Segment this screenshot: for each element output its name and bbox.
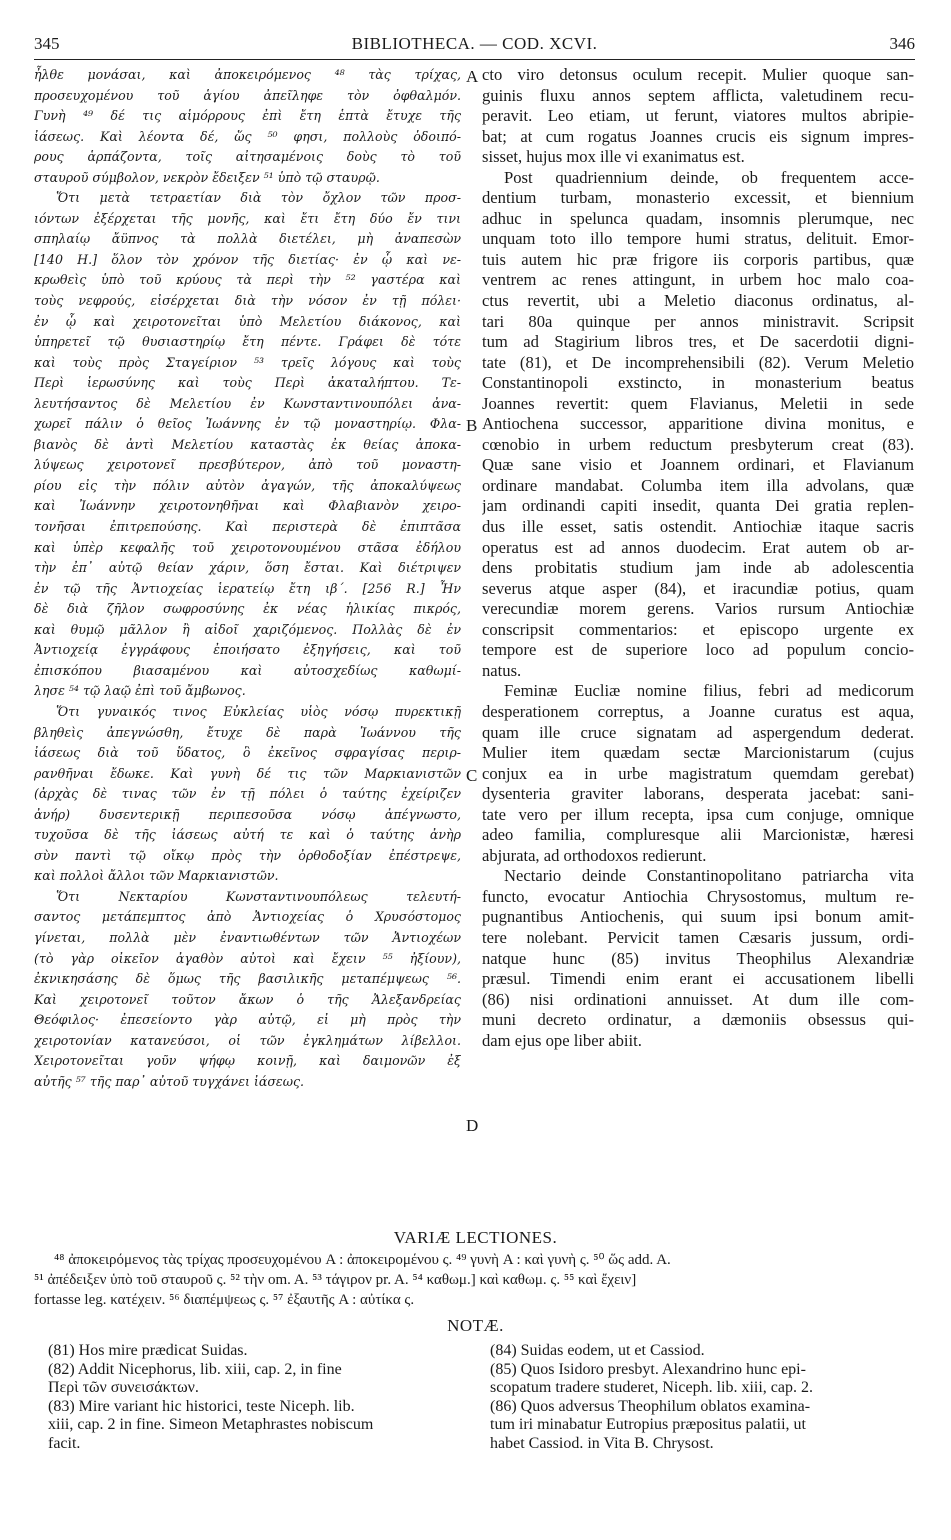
latin-line: peravit. Leo etiam, ut ferunt, viatores multos abripie- bbox=[482, 106, 914, 126]
varia-lectiones bbox=[34, 1250, 914, 1310]
greek-line: τοὺς νεφρούς, εἰσέρχεται διὰ τὴν νόσον ἐν τῇ πόλει· bbox=[34, 293, 461, 309]
greek-line: (ἀρχὰς δὲ τινας τῶν ἐν τῇ πόλει ὁ ταύτης ἐχείριζεν bbox=[34, 786, 461, 802]
latin-line: severus atque asper (84), et iracundiæ potius, quam bbox=[482, 578, 914, 598]
latin-line: unquam toto illo tempore humi stratus, delituit. Emor- bbox=[482, 229, 914, 249]
latin-line: Constantinopoli exstincto, in monasterium beatus bbox=[482, 373, 914, 393]
latin-line: guinis fluxu annos septem afflicta, valetudinem recu- bbox=[482, 85, 914, 105]
greek-line: λύψεως χειροτονεῖ πρεσβύτερον, ἀπὸ τοῦ μοναστη- bbox=[34, 457, 461, 473]
section-marker-c: C bbox=[466, 766, 478, 785]
greek-line: Περὶ ἱερωσύνης καὶ τοὺς Περὶ ἀκαταλήπτου. Τε- bbox=[34, 375, 461, 391]
latin-line: dysenteria graviter laborans, desperata jacebat: sani- bbox=[482, 784, 914, 804]
greek-line: σταυροῦ σύμβολον, νεκρὸν ἔδειξεν ⁵¹ ὑπὸ τῷ σταυρῷ. bbox=[34, 169, 380, 185]
latin-line: Post quadriennium deinde, ob frequentem acce- bbox=[504, 167, 914, 187]
section-marker-d: D bbox=[466, 1116, 479, 1135]
greek-line: ρους ἁρπάζοντα, τοῖς αἰτησαμένοις δοὺς τὸ τοῦ bbox=[34, 149, 461, 165]
greek-line: χειροτονίαν κατανεύσοι, οἱ τῶν ἐγκλημάτων λίβελλοι. bbox=[34, 1032, 461, 1048]
greek-line: λησε ⁵⁴ τῷ λαῷ ἐπὶ τοῦ ἄμβωνος. bbox=[34, 683, 246, 699]
latin-line: natus. bbox=[482, 660, 522, 680]
section-marker-b: B bbox=[466, 416, 478, 435]
greek-line: ρανθῆναι ἔδωκε. Καὶ γυνὴ δέ τις τῶν Μαρκιανιστῶν bbox=[34, 765, 461, 781]
latin-line: tate vero per illum recepta, ipsa cum conjuge, omnique bbox=[482, 804, 914, 824]
greek-line: τὴν ἐπ᾽ αὐτῷ θείαν χάριν, ὅση ἔσται. Καὶ διέτριψεν bbox=[34, 560, 461, 576]
note-line: xiii, cap. 2 in fine. Simeon Metaphrastes nobiscum bbox=[48, 1416, 374, 1433]
greek-line: καὶ θυμῷ μᾶλλον ἢ αἰδοῖ χαριζόμενος. Πολλὰς δὲ ἐν bbox=[34, 621, 461, 637]
latin-line: adhuc in spelunca quadam, insomnis plerumque, nec bbox=[482, 208, 914, 228]
header-rule bbox=[34, 59, 915, 60]
latin-line: operatus est ad annos duodecim. Erat autem ob ar- bbox=[482, 537, 914, 557]
note-line: Περὶ τῶν συνεισάκτων. bbox=[48, 1379, 199, 1396]
greek-line: Καὶ χειροτονεῖ τοῦτον ἄκων ὁ τῆς Ἀλεξανδρείας bbox=[34, 991, 461, 1007]
varia-line: ⁵¹ ἀπέδειξεν ὑπὸ τοῦ σταυροῦ ς. ⁵² τὴν om. A. ⁵³ τάγιρον pr. A. ⁵⁴ καθωμ.] καὶ καθωμ. ς. ⁵⁵ καὶ ἔχειν] bbox=[34, 1272, 637, 1288]
latin-line: cto viro detonsus oculum recepit. Mulier quoque san- bbox=[482, 65, 914, 84]
latin-line: Quæ sane visio et Joannem ordinari, et Flavianum bbox=[482, 455, 914, 475]
latin-line: conscripsit commentarios: et episcopo urgente ex bbox=[482, 619, 914, 639]
latin-line: Antiochena successor, apparitione divina monitus, e bbox=[482, 414, 914, 434]
section-marker-a: A bbox=[466, 67, 479, 86]
latin-text-column bbox=[482, 65, 914, 1051]
latin-line: ctus revertit, ubi a Meletio diaconus ordinatus, al- bbox=[482, 291, 914, 311]
greek-line: καὶ Ἰωάννην χειροτονηθῆναι καὶ Φλαβιανὸν χειρο- bbox=[34, 498, 461, 514]
varia-line: fortasse leg. κατέχειν. ⁵⁶ διαπέμψεως ς. ⁵⁷ ἐξαυτῆς A : αὐτίκα ς. bbox=[34, 1292, 415, 1308]
greek-line: ἀνήρ) δυσεντερικῇ περιπεσοῦσα νόσῳ ἀπέγνωστο, bbox=[34, 806, 461, 822]
latin-line: tempore est de superiore loco ad populum concio- bbox=[482, 640, 914, 660]
page-number-left: 345 bbox=[34, 34, 60, 53]
notae-title: NOTÆ. bbox=[447, 1316, 504, 1335]
greek-line: (τὸ γὰρ οἰκεῖον ἀγαθὸν αὐτοὶ καὶ ἔχειν ⁵⁵ ἠξίουν), bbox=[34, 950, 461, 966]
greek-line: Θεόφιλος· ἐπεσείοντο γὰρ αὐτῷ, εἰ μὴ πρὸς τὴν bbox=[34, 1012, 461, 1028]
greek-line: σπηλαίῳ ἄϋπνος τὰ πολλὰ διετέλει, μὴ ἀναπεσὼν bbox=[34, 231, 461, 247]
greek-line: ρίου εἰς τὴν πόλιν αὐτὸν ἀγαγών, τῆς ἀποκαλύψεως bbox=[34, 477, 461, 493]
greek-line: ἐν ᾧ καὶ χειροτονεῖται ὑπὸ Μελετίου διάκονος, καὶ bbox=[34, 313, 461, 329]
latin-line: tere nolebant. Pervicit tamen Cæsaris jussum, ordi- bbox=[482, 927, 914, 947]
latin-line: dens probitatis studium jam inde ab adolescentia bbox=[482, 558, 914, 578]
page-number-right: 346 bbox=[889, 34, 915, 53]
latin-line: bat; at cum rogatus Joannes crucis eis signum impres- bbox=[482, 126, 914, 146]
greek-line: Ὅτι μετὰ τετραετίαν διὰ τὸν ὄχλον τῶν προσ- bbox=[56, 190, 461, 206]
latin-line: Joannes revertit: quem Flavianus, Meletii in sede bbox=[482, 393, 914, 413]
greek-line: τονῆσαι ἐπιτρεπούσης. Καὶ περιστερὰ δὲ ἐπιπτᾶσα bbox=[34, 519, 461, 535]
greek-line: σὺν παντὶ τῷ οἴκῳ πρὸς τὴν ὀρθοδοξίαν ἐπέστρεψε, bbox=[34, 847, 461, 863]
greek-line: ιόντων ἐξέρχεται τῆς μονῆς, καὶ ἔτι ἔτη δύο ἔν τινι bbox=[34, 210, 461, 226]
latin-line: adeo familia, compluresque alii Marcionistæ, hæresi bbox=[482, 825, 914, 845]
latin-line: tum ad Stagirium libros tres, et De sacerdotii digni- bbox=[482, 332, 914, 352]
greek-line: χωρεῖ πάλιν ὁ θεῖος Ἰωάννης ἐν τῷ μοναστηρίῳ. Φλα- bbox=[34, 416, 461, 432]
greek-line: βιανὸς δὲ ἀντὶ Μελετίου καταστὰς ἐκ θείας ἀποκα- bbox=[34, 436, 461, 452]
latin-line: abjurata, ad orthodoxos redierunt. bbox=[482, 845, 707, 865]
latin-line: dentium turbam, monasterio excessit, et biennium bbox=[482, 188, 914, 208]
latin-line: conjux ea in urbe magistratum quemdam gerebat) bbox=[482, 763, 914, 783]
greek-line: κρωθεὶς ὑπὸ τοῦ κρύους τὰ περὶ τὴν ⁵² γαστέρα καὶ bbox=[34, 272, 461, 288]
latin-line: tate (81), et De incomprehensibili (82). Verum Meletio bbox=[482, 352, 914, 372]
note-line: scopatum tradere studeret, Niceph. lib. xiii, cap. 2. bbox=[490, 1379, 814, 1396]
latin-line: Nectario deinde Constantinopolitano patriarcha vita bbox=[504, 866, 914, 886]
latin-line: pugnantibus Antiochenis, qui suum ipsi bonum amit- bbox=[482, 907, 914, 927]
latin-line: cœnobio in urbem reductum presbyterum creat (83). bbox=[482, 434, 914, 454]
latin-line: Feminæ Eucliæ nomine filius, febri ad medicorum bbox=[504, 681, 914, 701]
notes-right-column bbox=[490, 1342, 920, 1453]
greek-line: σαντος μετάπεμπτος ἀπὸ Ἀντιοχείας ὁ Χρυσόστομος bbox=[34, 909, 461, 925]
running-header bbox=[34, 34, 915, 58]
latin-line: muni decreto ordinatur, a dæmoniis obsessus qui- bbox=[482, 1010, 914, 1030]
latin-line: quam ille cruce signatam ad aspergendum dederat. bbox=[482, 722, 914, 742]
latin-line: dus ille esset, satis ostendit. Antiochiæ itaque sacris bbox=[482, 517, 914, 537]
greek-line: ἐν τῷ τῆς Ἀντιοχείας ἱερατείῳ ἔτη ιβ´. [256 R.] Ἦν bbox=[34, 580, 461, 596]
latin-line: dam ejus ope liber abiit. bbox=[482, 1030, 642, 1050]
notes-left-column bbox=[48, 1342, 468, 1453]
latin-line: jam ordinandi capiti insedit, quanta Dei gratia replen- bbox=[482, 496, 914, 516]
running-title: BIBLIOTHECA. — COD. XCVI. bbox=[351, 34, 598, 53]
note-line: (84) Suidas eodem, ut et Cassiod. bbox=[490, 1342, 705, 1359]
greek-line: ἦλθε μονάσαι, καὶ ἀποκειρόμενος ⁴⁸ τὰς τρίχας, bbox=[34, 67, 461, 82]
greek-line: ἐκνικησάσης δὲ ὅμως τῆς βασιλικῆς μεταπέμψεως ⁵⁶. bbox=[34, 971, 461, 987]
greek-line: [140 Η.] ὅλον τὸν χρόνον τῆς διετίας· ἐν ᾧ καὶ νε- bbox=[34, 251, 461, 267]
latin-line: natque hunc (85) invitus Theophilus Alexandriæ bbox=[482, 948, 914, 968]
latin-line: verecundiæ morem gerens. Varios rursum Antiochiæ bbox=[482, 599, 914, 619]
greek-line: προσευχομένου τοῦ ἁγίου ἀπεῖληφε τὸν ὀφθαλμόν. bbox=[34, 87, 461, 103]
greek-line: ἰάσεως. Καὶ λέοντα δέ, ὥς ⁵⁰ φησι, πολλοὺς ὁδοιπό- bbox=[34, 128, 461, 144]
greek-line: καὶ τοὺς πρὸς Σταγείριον ⁵³ τρεῖς λόγους καὶ τοὺς bbox=[34, 354, 461, 370]
greek-line: λευτήσαντος δὲ Μελετίου ἐν Κωνσταντινουπόλει ἀνα- bbox=[34, 395, 461, 411]
greek-line: καὶ ὑπὲρ κεφαλῆς τοῦ χειροτονουμένου στᾶσα ἐδήλου bbox=[34, 539, 461, 555]
note-line: tum iri minabatur Eutropius præpositus palatii, ut bbox=[490, 1416, 806, 1433]
note-line: facit. bbox=[48, 1434, 81, 1452]
greek-line: ἐπισκόπου βιασαμένου καὶ αὐτοσχεδίως καθωμί- bbox=[34, 662, 461, 678]
latin-line: Mulier item quædam sectæ Marcionistarum (cujus bbox=[482, 743, 914, 763]
greek-line: τυχοῦσα δὲ τῆς ἰάσεως αὐτή τε καὶ ὁ ταύτης ἀνὴρ bbox=[34, 827, 461, 843]
latin-line: functo, evocatur Antiochia Chrysostomus, multum re- bbox=[482, 886, 914, 906]
varia-title: VARIÆ LECTIONES. bbox=[393, 1228, 558, 1247]
greek-line: δὲ διὰ ζῆλον σωφροσύνης ἐκ νέας ἡλικίας πικρός, bbox=[34, 601, 461, 617]
latin-line: sisset, hujus mox ille vi exanimatus est. bbox=[482, 147, 745, 167]
note-line: (81) Hos mire prædicat Suidas. bbox=[48, 1342, 248, 1359]
greek-line: Ὅτι γυναικός τινος Εὐκλείας υἱὸς νόσῳ πυρεκτικῇ bbox=[56, 703, 461, 719]
note-line: (82) Addit Nicephorus, lib. xiii, cap. 2, in fine bbox=[48, 1360, 342, 1378]
greek-line: γίνεται, πολλὰ μὲν ἐναντιωθέντων τῶν Ἀντιοχέων bbox=[34, 929, 461, 945]
greek-line: ἰάσεως διὰ τοῦ ὕδατος, ὃ ἐκεῖνος σφραγίσας περιρ- bbox=[34, 745, 461, 761]
greek-line: Ὅτι Νεκταρίου Κωνσταντινουπόλεως τελευτή- bbox=[56, 888, 461, 904]
note-line: (83) Mire variant hic historici, teste Niceph. lib. bbox=[48, 1397, 355, 1415]
greek-line: ὑπηρετεῖ τῷ θυσιαστηρίῳ ἔτη πέντε. Γράφει δὲ τότε bbox=[34, 334, 461, 350]
greek-line: καὶ πολλοὶ ἄλλοι τῶν Μαρκιανιστῶν. bbox=[34, 868, 279, 884]
greek-line: αὐτῆς ⁵⁷ τῆς παρ᾽ αὐτοῦ τυγχάνει ἰάσεως. bbox=[34, 1073, 305, 1089]
latin-line: ordinare mandabat. Columba item illa advolans, quæ bbox=[482, 475, 914, 495]
note-line: (86) Quos adversus Theophilum oblatos examina- bbox=[490, 1397, 811, 1415]
latin-line: tari 80a quinque per annos ministravit. Scripsit bbox=[482, 311, 914, 331]
greek-line: Ἀντιοχείᾳ ἐγγράφους ἐποιήσατο ἐξηγήσεις, καὶ τοῦ bbox=[34, 642, 461, 658]
greek-line: βληθεὶς ἀπεγνώσθη, ἔτυχε δὲ παρὰ Ἰωάννου τῆς bbox=[34, 724, 461, 740]
latin-line: ventrem ac renes attingunt, in urbem hoc malo coa- bbox=[482, 270, 914, 290]
greek-line: Χειροτονεῖται γοῦν ψήφῳ κοινῇ, καὶ δαιμονῶν ἐξ bbox=[34, 1053, 461, 1069]
latin-line: (86) nisi ordinationi annuisset. At dum ille com- bbox=[482, 989, 914, 1009]
note-line: habet Cassiod. in Vita B. Chrysost. bbox=[490, 1434, 714, 1452]
varia-line: ⁴⁸ ἀποκειρόμενος τὰς τρίχας προσευχομένου A : ἀποκειρομένου ς. ⁴⁹ γυνὴ A : καὶ γυνὴ ς. ⁵⁰ ὥς add. A. bbox=[54, 1252, 671, 1268]
note-line: (85) Quos Isidoro presbyt. Alexandrino hunc epi- bbox=[490, 1360, 806, 1378]
greek-text-column bbox=[34, 65, 461, 1092]
latin-line: præsul. Timendi enim erant ei accusationem libelli bbox=[482, 969, 914, 989]
greek-line: Γυνὴ ⁴⁹ δέ τις αἱμόρρους ἐπὶ ἔτη ἑπτὰ ἔτυχε τῆς bbox=[34, 108, 461, 124]
latin-line: desperationem correptus, a Joanne curatus est aqua, bbox=[482, 701, 914, 721]
latin-line: tuis autem hic præ frigore iis corporis partibus, quæ bbox=[482, 249, 914, 269]
